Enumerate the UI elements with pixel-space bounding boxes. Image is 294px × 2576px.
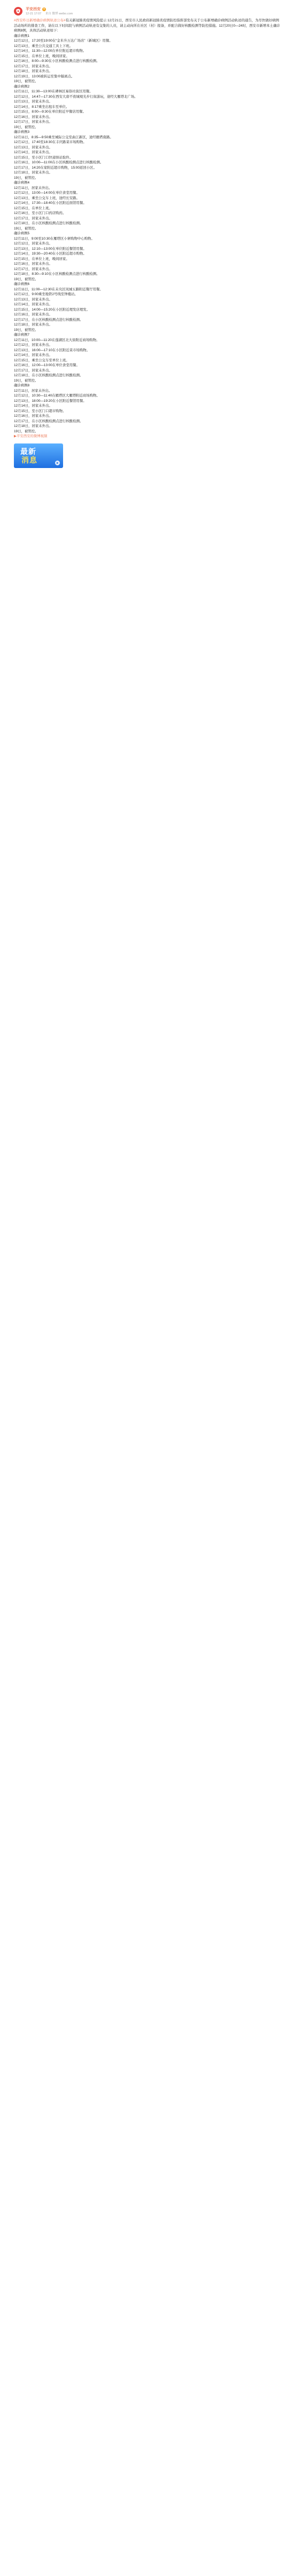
case-line: 12月18日，居家未外出。 xyxy=(14,323,52,327)
case-line: 12月12日，17:40至18:30在丰庆路菜市场购物。 xyxy=(14,140,87,144)
case-line: 12月12日，17:20至19:00在“金米升万达广场店”（新城区）用餐。 xyxy=(14,39,113,43)
case-line: 12月12日，居家未外出。 xyxy=(14,242,52,245)
case-line: 12月12日，居家未外出。 xyxy=(14,343,52,347)
case-line: 12月15日，在单位上班。 xyxy=(14,206,52,210)
author-name[interactable] xyxy=(26,7,73,12)
case-line: 19日，被管控。 xyxy=(14,226,38,231)
case-line: 12月14日，居家未外出。 xyxy=(14,303,52,306)
case-line: 12月15日，乘坐公交车至单位上班。 xyxy=(14,358,69,362)
case-title: 确诊病例3 xyxy=(14,130,30,134)
case-title: 确诊病例4 xyxy=(14,181,30,185)
case-title: 确诊病例6 xyxy=(14,282,30,286)
case-line: 12月15日，在单位上班，晚间居家。 xyxy=(14,257,69,261)
case-line: 12月18日，在小区核酸检测点进行核酸检测。 xyxy=(14,374,83,377)
case-block xyxy=(14,332,280,383)
case-line: 12月17日，居家未外出。 xyxy=(14,267,52,271)
case-block xyxy=(14,130,280,180)
case-line: 12月18日，8:30—9:10在小区核酸检测点进行核酸检测。 xyxy=(14,272,100,276)
case-line: 12月13日，居家未外出。 xyxy=(14,100,52,104)
case-line: 12月18日，居家未外出。 xyxy=(14,424,52,428)
case-line: 12月18日，居家未外出。 xyxy=(14,69,52,73)
case-line: 12月14日，居家未外出。 xyxy=(14,150,52,154)
case-line: 12月14日，居家未外出。 xyxy=(14,353,52,357)
case-block xyxy=(14,34,280,84)
case-line: 19日，被管控。 xyxy=(14,328,38,332)
post-content xyxy=(14,18,280,439)
case-line: 12月13日，乘坐公交车上班，途经长安路。 xyxy=(14,196,80,200)
video-thumbnail-line1: 最新 xyxy=(20,447,36,456)
post-time[interactable]: 12-21 17:07 xyxy=(26,12,42,15)
case-line: 12月15日，至小区门口快递驿站取件。 xyxy=(14,155,73,160)
case-line: 12月11日，11:00—12:30在未央区凤城五路附近餐厅用餐。 xyxy=(14,287,103,291)
case-line: 12月11日，居家未外出。 xyxy=(14,186,52,190)
video-link-icon: ▶ xyxy=(14,434,17,438)
case-block xyxy=(14,84,280,130)
post-intro-text: 有关新冠肺炎疫情风险提示 12月21日，西安市人民政府新冠肺炎疫情防控指挥部发布关于公布新增确诊病例活动轨迹的通告，为尽快做好病例活动场所的排查工作，请在以下时间段与病例活动轨迹有交集的人员，请主动向所在社区（村）报备，并配合做好核酸检测等防控措施。12月20日0—24时，西安市新增本土确诊病例8例，具体活动轨迹如下： xyxy=(14,19,280,33)
case-line: 12月17日，居家未外出。 xyxy=(14,120,52,124)
case-line: 12月16日，8:00—9:30在小区核酸检测点进行核酸检测。 xyxy=(14,59,100,63)
author-name-text[interactable]: 平安西安 xyxy=(26,7,41,11)
post-header xyxy=(14,5,280,17)
post-intro xyxy=(14,18,280,34)
case-line: 12月16日，10:00—11:00在小区核酸检测点进行核酸检测。 xyxy=(14,161,104,164)
case-line: 12月17日，在小区核酸检测点进行核酸检测。 xyxy=(14,419,83,423)
case-line: 12月11日，10:00—11:20在莲湖区北大街附近商场购物。 xyxy=(14,338,100,342)
verified-icon: v xyxy=(42,7,46,11)
case-line: 19日，被管控。 xyxy=(14,125,38,129)
case-line: 12月12日，13:00—14:00在单位食堂用餐。 xyxy=(14,191,80,195)
case-line: 12月11日，9:00至10:30在雁塔区小寨购物中心购物。 xyxy=(14,236,95,241)
case-line: 12月16日，居家未外出。 xyxy=(14,313,52,316)
case-line: 12月11日，8:35—9:50乘坐城际公交至曲江新区，途经雁塔南路。 xyxy=(14,135,113,139)
case-block xyxy=(14,282,280,332)
case-line: 12月17日，居家未外出。 xyxy=(14,216,52,220)
case-title: 确诊病例5 xyxy=(14,232,30,235)
case-line: 12月14日，17:30—18:40在小区附近面馆用餐。 xyxy=(14,201,87,205)
case-line: 12月18日，在小区核酸检测点进行核酸检测。 xyxy=(14,221,83,225)
case-line: 12月16日，居家未外出。 xyxy=(14,262,52,266)
case-title: 确诊病例8 xyxy=(14,384,30,387)
case-line: 12月18日，居家未外出。 xyxy=(14,171,52,175)
topic-tag-link[interactable]: #西安昨日新增确诊病例轨迹公布# xyxy=(14,19,66,22)
case-line: 12月17日，居家未外出。 xyxy=(14,64,52,68)
case-line: 12月15日，在单位上班，晚间居家。 xyxy=(14,54,69,58)
post-source: 来自 微博 weibo.com xyxy=(45,12,73,15)
case-line: 19日，被管控。 xyxy=(14,429,38,433)
case-title: 确诊病例1 xyxy=(14,34,30,38)
video-link-line xyxy=(14,434,280,439)
case-line: 12月16日，12:00—13:00在单位食堂用餐。 xyxy=(14,363,80,367)
case-line: 12月11日，居家未外出。 xyxy=(14,389,52,393)
case-line: 12月13日，乘坐公共交通工具上下班。 xyxy=(14,44,73,48)
case-title: 确诊病例7 xyxy=(14,333,30,337)
case-line: 12月14日，8:17乘坐出租车至单位。 xyxy=(14,105,69,109)
case-line: 12月16日，至小区门口药店购药。 xyxy=(14,211,66,215)
case-line: 12月12日，9:00乘坐地铁2号线至钟楼站。 xyxy=(14,292,78,296)
case-line: 19日，被管控。 xyxy=(14,378,38,383)
case-line: 19日，被管控。 xyxy=(14,80,38,83)
case-line: 12月19日，13:00被转运至集中隔离点。 xyxy=(14,74,75,78)
police-badge-icon xyxy=(16,9,21,14)
case-line: 12月15日，8:00—9:30在单位附近早餐店用餐。 xyxy=(14,110,86,114)
case-line: 12月13日，16:00—17:10在小区附近菜市场购物。 xyxy=(14,348,90,352)
case-line: 19日，被管控。 xyxy=(14,277,38,281)
case-title: 确诊病例2 xyxy=(14,84,30,89)
case-line: 12月12日，10:30—11:40在雁塔区大雁塔附近商场购物。 xyxy=(14,394,100,398)
play-icon[interactable] xyxy=(55,461,60,465)
case-line: 12月11日，11:30—13:00在碑林区易俗社街区用餐。 xyxy=(14,90,93,93)
post-meta xyxy=(26,12,73,16)
case-line: 12月13日，居家未外出。 xyxy=(14,145,52,149)
video-thumbnail-line2: 消息 xyxy=(21,455,37,464)
video-thumbnail[interactable] xyxy=(14,443,63,468)
case-line: 12月13日，居家未外出。 xyxy=(14,297,52,302)
case-line: 12月16日，居家未外出。 xyxy=(14,115,52,119)
case-line: 12月16日，居家未外出。 xyxy=(14,414,52,418)
avatar[interactable] xyxy=(14,7,22,15)
case-line: 12月13日，12:10—13:00在单位附近餐馆用餐。 xyxy=(14,247,87,251)
case-line: 12月14日，居家未外出。 xyxy=(14,404,52,408)
case-line: 12月13日，18:00—19:20在小区附近餐馆用餐。 xyxy=(14,399,87,403)
case-block xyxy=(14,231,280,282)
case-line: 12月17日，居家未外出。 xyxy=(14,368,52,372)
case-line: 12月15日，14:00—15:20在小区附近理发店理发。 xyxy=(14,307,90,312)
case-block xyxy=(14,180,280,231)
video-link[interactable]: 平安西安的微博视频 xyxy=(16,434,48,438)
case-list xyxy=(14,34,280,434)
case-block xyxy=(14,383,280,434)
case-line: 12月15日，至小区门口超市购物。 xyxy=(14,409,66,413)
case-line: 12月17日，在小区核酸检测点进行核酸检测。 xyxy=(14,318,83,322)
case-line: 12月14日，19:30—20:40在小区附近超市购物。 xyxy=(14,252,87,256)
case-line: 12月14日，11:30—12:00在单位附近超市购物。 xyxy=(14,49,87,53)
case-line: 12月12日，14:47—17:30在西安大唐不夜城观光步行街游玩，途经大雁塔北广场。 xyxy=(14,94,138,99)
case-line: 19日，被管控。 xyxy=(14,176,38,180)
case-line: 12月17日，14:20在家附近超市购物，15:00返回小区。 xyxy=(14,165,97,170)
